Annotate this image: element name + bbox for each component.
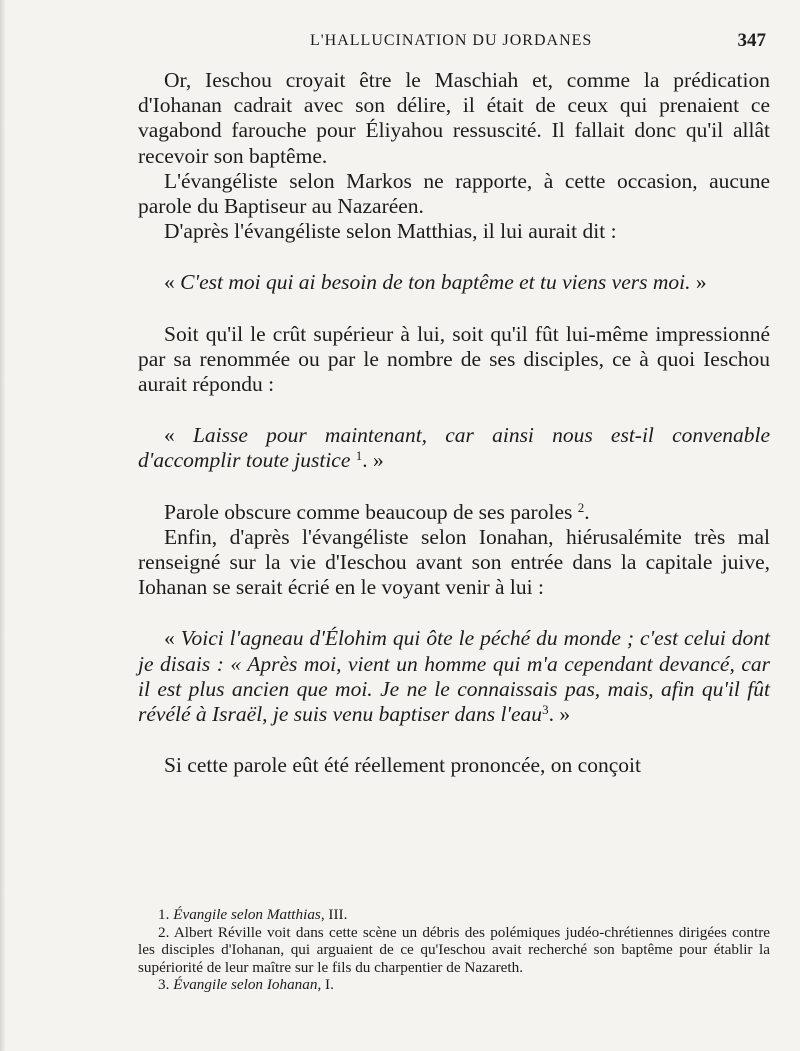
quote-2 [138, 423, 770, 473]
footnote-1-title: Évangile selon Matthias [173, 906, 321, 923]
quote-3-open: « [164, 626, 181, 651]
quote-3 [138, 626, 770, 727]
paragraph-5-end: . [584, 499, 590, 524]
footnote-1 [138, 906, 770, 924]
page-header [138, 30, 770, 54]
quote-3-text: Voici l'agneau d'Élohim qui ôte le péché du monde ; c'est celui dont je disais : « Après moi, vient un homme qui m'a cependant devancé, car il est plus ancien que moi. Je ne le connaissais pas, mais, afin qu'il fût révélé à Israël, je suis venu baptiser dans l'eau [138, 626, 771, 727]
paragraph-4: Soit qu'il le crût supérieur à lui, soit qu'il fût lui-même impressionné par sa renommée ou par le nombre de ses disciples, ce à quoi Ieschou aurait répondu : [138, 321, 770, 397]
footnote-2 [138, 924, 770, 977]
page-number: 347 [737, 30, 766, 51]
paragraph-5-text: Parole obscure comme beaucoup de ses paroles [164, 499, 573, 524]
footnote-2-number: 2. [158, 923, 174, 941]
paragraph-7: Si cette parole eût été réellement prononcée, on conçoit [164, 753, 641, 778]
main-text [138, 68, 770, 778]
footnote-3-number: 3. [158, 976, 174, 994]
quote-1 [138, 270, 770, 295]
quote-2-close: . » [362, 448, 384, 473]
quote-3-close: . » [548, 702, 571, 727]
paragraph-5 [138, 500, 770, 525]
quote-1-open: « [164, 270, 181, 295]
footnote-1-end: , III. [320, 906, 348, 923]
footnotes [138, 906, 770, 994]
paragraph-2: L'évangéliste selon Markos ne rapporte, à cette occasion, aucune parole du Baptiseur au Nazaréen. [138, 168, 770, 219]
quote-2-open: « [164, 423, 193, 448]
footnote-3-end: , I. [317, 976, 334, 994]
quote-2-text: Laisse pour maintenant, car ainsi nous est-il convenable d'accomplir toute justice [138, 423, 770, 473]
footnote-ref-1[interactable]: 1 [355, 448, 363, 464]
page-gutter-shadow [0, 0, 6, 1051]
paragraph-3: D'après l'évangéliste selon Matthias, il lui aurait dit : [164, 219, 617, 244]
quote-1-close: » [690, 270, 707, 295]
paragraph-6: Enfin, d'après l'évangéliste selon Ionahan, hiérusalémite très mal renseigné sur la vie d'Ieschou avant son entrée dans la capitale juive, Iohanan se serait écrié en le voyant venir à lui : [138, 524, 770, 600]
footnote-3 [138, 976, 770, 994]
footnote-ref-3[interactable]: 3 [542, 702, 549, 718]
footnote-ref-2[interactable]: 2 [577, 499, 585, 515]
running-title: L'HALLUCINATION DU JORDANES [310, 32, 593, 49]
quote-1-text: C'est moi qui ai besoin de ton baptême et tu viens vers moi. [180, 270, 691, 295]
footnote-1-number: 1. [158, 906, 174, 923]
footnote-2-text: Albert Réville voit dans cette scène un débris des polémiques judéo-chrétiennes dirigées contre les disciples d'Iohanan, qui arguaient de ce qu'Ieschou avait recherché son baptême pour établir la supériorité de leur maître sur le fils du charpentier de Nazareth. [138, 923, 770, 976]
paragraph-1: Or, Ieschou croyait être le Maschiah et, comme la prédication d'Iohanan cadrait avec son délire, il était de ceux qui prenaient ce vagabond farouche pour Éliyahou ressuscité. Il fallait donc qu'il allât recevoir son baptême. [138, 68, 770, 168]
footnote-3-title: Évangile selon Iohanan [173, 976, 318, 994]
